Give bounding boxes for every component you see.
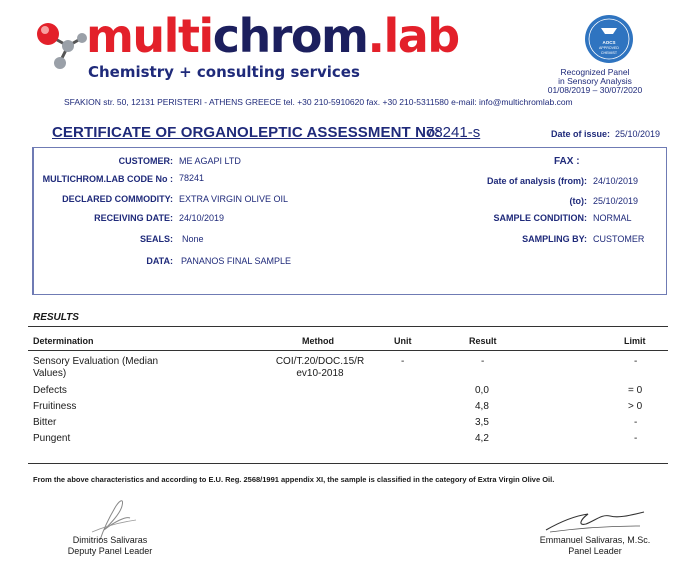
conclusion-text: From the above characteristics and according to E.U. Reg. 2568/1991 appendix XI, the sample is classified in the category of Extra Virgin Olive Oil. (33, 475, 555, 484)
sample-condition-value: NORMAL (593, 213, 632, 223)
row-limit: - (634, 417, 638, 428)
customer-value: ME AGAPI LTD (179, 156, 241, 166)
right-signer-name: Emmanuel Salivaras, M.Sc. (539, 535, 651, 545)
commodity-value: EXTRA VIRGIN OLIVE OIL (179, 194, 289, 204)
issue-date-value: 25/10/2019 (615, 129, 661, 139)
analysis-to-label: (to): (569, 196, 587, 206)
header-result: Result (469, 336, 497, 346)
row-limit: > 0 (628, 401, 643, 412)
left-signer-name: Dimitrios Salivaras (72, 535, 148, 545)
row-method-cont: ev10-2018 (296, 368, 344, 379)
row-result: 4,8 (475, 401, 489, 412)
right-signature-icon (540, 504, 650, 538)
receiving-date-label: RECEIVING DATE: (94, 213, 173, 223)
svg-text:CHEMIST: CHEMIST (600, 51, 618, 55)
row-method: COI/T.20/DOC.15/R (275, 356, 365, 367)
header-limit: Limit (624, 336, 646, 346)
header-determination: Determination (33, 336, 94, 346)
svg-text:AOCS: AOCS (602, 40, 616, 45)
seals-value: None (182, 234, 204, 244)
recognized-line3: 01/08/2019 – 30/07/2020 (547, 85, 643, 95)
recognized-line2: in Sensory Analysis (558, 76, 632, 86)
header-unit: Unit (394, 336, 412, 346)
tagline: Chemistry + consulting services (88, 63, 360, 81)
fax-label: FAX : (554, 156, 580, 167)
row-result: 0,0 (475, 385, 489, 396)
analysis-from-value: 24/10/2019 (593, 176, 639, 186)
sampling-by-label: SAMPLING BY: (522, 234, 587, 244)
brand-part2: chrom (212, 9, 368, 63)
address-line: SFAKION str. 50, 12131 PERISTERI - ATHENS GREECE tel. +30 210-5910620 fax. +30 210-5311580 e-mail: info@multichromlab.com (64, 97, 573, 107)
code-label: MULTICHROM.LAB CODE No : (42, 174, 173, 184)
results-bottom-rule (28, 463, 668, 464)
row-determination: Defects (33, 385, 67, 396)
row-determination-cont: Values) (33, 368, 67, 379)
customer-label: CUSTOMER: (118, 156, 173, 166)
commodity-label: DECLARED COMMODITY: (62, 194, 173, 204)
row-unit: - (401, 356, 405, 367)
row-result: - (481, 356, 485, 367)
analysis-from-label: Date of analysis (from): (486, 176, 587, 186)
receiving-date-value: 24/10/2019 (179, 213, 225, 223)
issue-date-label: Date of issue: (551, 129, 611, 139)
svg-text:APPROVED: APPROVED (599, 46, 619, 50)
certificate-number: 78241-s (426, 124, 481, 141)
row-determination: Bitter (33, 417, 57, 428)
sampling-by-value: CUSTOMER (593, 234, 645, 244)
seals-label: SEALS: (139, 234, 173, 244)
certificate-title: CERTIFICATE OF ORGANOLEPTIC ASSESSMENT No: (52, 124, 441, 141)
data-value: PANANOS FINAL SAMPLE (181, 256, 292, 266)
results-title: RESULTS (33, 312, 79, 323)
analysis-to-value: 25/10/2019 (593, 196, 639, 206)
results-header-rule (28, 350, 668, 351)
right-signer-role: Panel Leader (568, 546, 622, 556)
row-result: 3,5 (475, 417, 489, 428)
sample-condition-label: SAMPLE CONDITION: (493, 213, 587, 223)
row-limit: = 0 (628, 385, 643, 396)
recognized-line1: Recognized Panel (560, 67, 630, 77)
row-result: 4,2 (475, 433, 489, 444)
row-determination: Sensory Evaluation (Median (33, 356, 159, 367)
brand-part3: .lab (367, 9, 459, 63)
row-determination: Fruitiness (33, 401, 77, 412)
row-limit: - (634, 356, 638, 367)
brand-part1: multi (86, 9, 213, 63)
brand-logo (86, 8, 459, 64)
aocs-seal-icon (584, 14, 634, 64)
results-top-rule (28, 326, 668, 327)
row-determination: Pungent (33, 433, 71, 444)
left-signer-role: Deputy Panel Leader (67, 546, 153, 556)
row-limit: - (634, 433, 638, 444)
code-value: 78241 (179, 173, 205, 183)
data-label: DATA: (146, 256, 173, 266)
header-method: Method (302, 336, 334, 346)
logo-molecule-icon (30, 16, 90, 72)
